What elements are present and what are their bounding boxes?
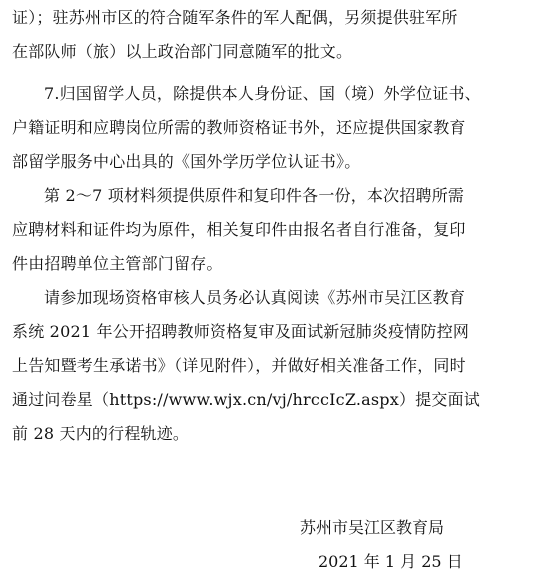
signature-org: 苏州市吴江区教育局 — [300, 518, 445, 537]
text-line-10: 系统 2021 年公开招聘教师资格复审及面试新冠肺炎疫情防控网 — [12, 322, 470, 341]
text-line-4: 户籍证明和应聘岗位所需的教师资格证书外，还应提供国家教育 — [12, 118, 466, 137]
text-line-2: 在部队师（旅）以上政治部门同意随军的批文。 — [12, 42, 353, 61]
text-line-7: 应聘材料和证件均为原件，相关复印件由报名者自行准备，复印 — [12, 220, 466, 239]
text-line-5: 部留学服务中心出具的《国外学历学位认证书》。 — [12, 152, 361, 171]
text-line-1: 证）；驻苏州市区的符合随军条件的军人配偶，另须提供驻军所 — [12, 8, 458, 27]
text-line-11: 上告知暨考生承诺书》（详见附件），并做好相关准备工作，同时 — [12, 356, 466, 375]
text-line-6: 第 2～7 项材料须提供原件和复印件各一份，本次招聘所需 — [44, 186, 465, 205]
text-line-3: 7.归国留学人员，除提供本人身份证、国（境）外学位证书、 — [44, 84, 481, 103]
text-line-9: 请参加现场资格审核人员务必认真阅读《苏州市吴江区教育 — [44, 288, 466, 307]
text-line-13: 前 28 天内的行程轨迹。 — [12, 424, 190, 443]
text-line-12: 通过问卷星（https://www.wjx.cn/vj/hrccIcZ.aspx）提交面试 — [12, 390, 480, 409]
text-line-8: 件由招聘单位主管部门留存。 — [12, 254, 223, 273]
signature-date: 2021 年 1 月 25 日 — [318, 552, 463, 571]
